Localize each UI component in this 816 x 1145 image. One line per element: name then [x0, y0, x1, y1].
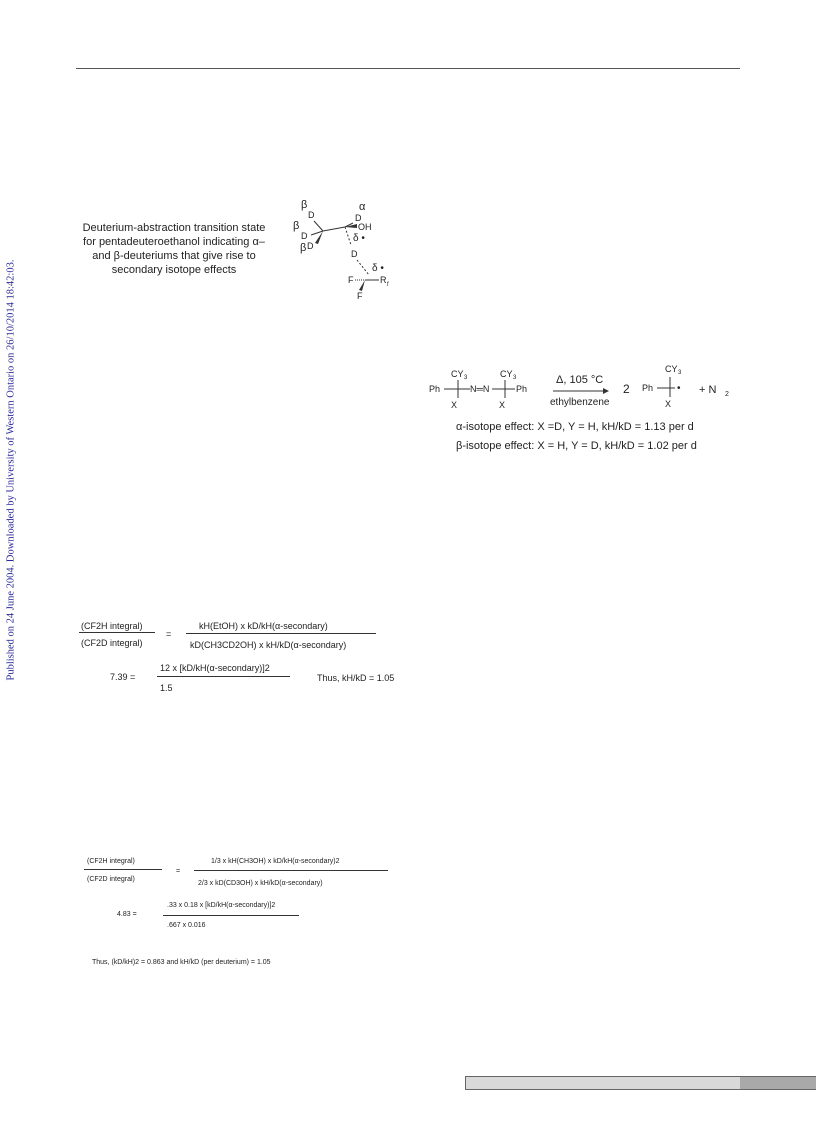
- eq2-equals: =: [176, 868, 181, 875]
- phenyl-label: Ph: [429, 384, 441, 394]
- eq1-lhs-bar: [79, 632, 155, 633]
- download-notice-text: Published on 24 June 2004. Downloaded by University of Western Ontario on 26/10/2014 18:42:03.: [5, 259, 17, 681]
- phenyl-label: Ph: [642, 383, 654, 393]
- svg-text:3: 3: [464, 375, 468, 381]
- eq1-rhs-denominator: kD(CH3CD2OH) x kH/kD(α-secondary): [190, 640, 347, 650]
- download-notice: [2, 250, 20, 690]
- eq2-lhs-denominator: (CF2D integral): [87, 876, 135, 883]
- coefficient: 2: [623, 382, 630, 396]
- eq1-lhs-denominator: (CF2D integral): [81, 638, 143, 648]
- eq1-equals: =: [166, 629, 172, 639]
- eq1-frac2-bar: [157, 676, 290, 677]
- deuterium-label: D: [351, 249, 358, 259]
- phenyl-label: Ph: [516, 384, 528, 394]
- footer-page-tab: [740, 1076, 816, 1090]
- azo-scheme: [425, 365, 745, 415]
- x-label: X: [451, 400, 458, 410]
- rf-label: R: [380, 275, 387, 285]
- eq2-frac2-bar: [163, 915, 299, 916]
- header-rule: [76, 68, 740, 69]
- nitrogen-product: + N: [699, 384, 717, 396]
- eq2-frac2-numerator: .33 x 0.18 x [kD/kH(α-secondary)]2: [167, 902, 276, 909]
- delta-radical-label: δ •: [372, 263, 384, 274]
- conditions-bottom: ethylbenzene: [550, 397, 610, 408]
- eq1-rhs-bar: [186, 633, 376, 634]
- rf-subscript: f: [387, 282, 389, 288]
- deuterium-label: D: [308, 210, 315, 220]
- fluorine-label: F: [357, 291, 363, 301]
- eq2-result: Thus, (kD/kH)2 = 0.863 and kH/kD (per deuterium) = 1.05: [92, 959, 271, 966]
- eq1-frac2-denominator: 1.5: [160, 683, 173, 693]
- deuterium-label: D: [355, 213, 362, 223]
- beta-label: β: [301, 199, 308, 211]
- x-label: X: [499, 400, 506, 410]
- eq2-rhs-denominator: 2/3 x kD(CD3OH) x kH/kD(α-secondary): [198, 880, 323, 887]
- deuterium-label: D: [307, 241, 314, 251]
- eq2-lhs-bar: [84, 869, 162, 870]
- eq2-value: 4.83 =: [117, 911, 137, 918]
- fluorine-label: F: [348, 275, 354, 285]
- eq2-lhs-numerator: (CF2H integral): [87, 858, 135, 865]
- eq1-value: 7.39 =: [110, 672, 136, 682]
- beta-label: β: [300, 242, 307, 254]
- radical-dot: •: [677, 383, 681, 394]
- svg-text:3: 3: [513, 375, 517, 381]
- eq1-lhs-numerator: (CF2H integral): [81, 621, 143, 631]
- svg-text:3: 3: [678, 370, 682, 376]
- eq1-frac2-numerator: 12 x [kD/kH(α-secondary)]2: [160, 663, 270, 673]
- delta-radical-label: δ •: [353, 233, 365, 244]
- cy3-label: CY: [500, 369, 513, 379]
- x-label: X: [665, 399, 672, 409]
- svg-text:2: 2: [725, 391, 729, 398]
- alpha-label: α: [359, 201, 366, 213]
- cy3-label: CY: [665, 365, 678, 374]
- deuterium-label: D: [301, 231, 308, 241]
- azo-label: N═N: [470, 384, 490, 394]
- eq2-rhs-numerator: 1/3 x kH(CH3OH) x kD/kH(α-secondary)2: [211, 858, 340, 865]
- cy3-label: CY: [451, 369, 464, 379]
- eq2-frac2-denominator: .667 x 0.016: [167, 922, 206, 929]
- beta-label: β: [293, 220, 300, 232]
- hydroxyl-label: OH: [358, 222, 372, 232]
- figure1-caption: Deuterium-abstraction transition state for pentadeuteroethanol indicating α– and β-deuteriums that give rise to secondary isotope effects: [82, 222, 266, 276]
- alpha-isotope-effect: α-isotope effect: X =D, Y = H, kH/kD = 1.13 per d: [456, 421, 694, 433]
- eq2-rhs-bar: [194, 870, 388, 871]
- conditions-top: Δ, 105 °C: [556, 374, 604, 386]
- eq1-rhs-numerator: kH(EtOH) x kD/kH(α-secondary): [199, 621, 328, 631]
- eq1-result: Thus, kH/kD = 1.05: [317, 673, 395, 683]
- figure1-structure: [285, 195, 405, 310]
- beta-isotope-effect: β-isotope effect: X = H, Y = D, kH/kD = 1.02 per d: [456, 440, 697, 452]
